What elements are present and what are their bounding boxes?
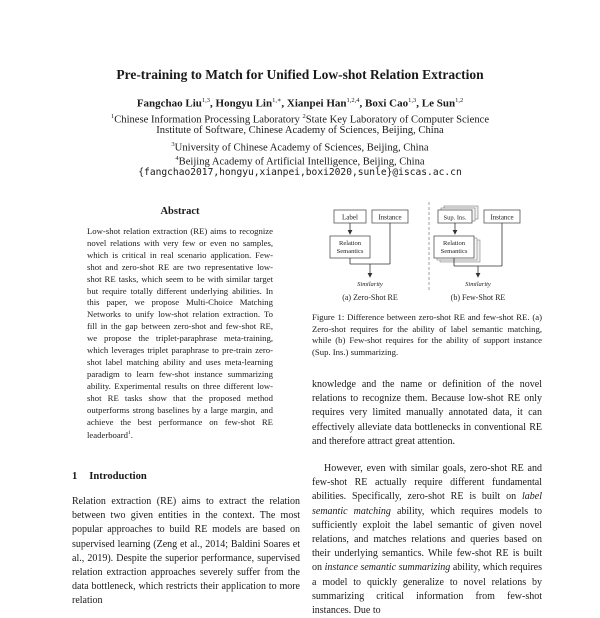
zero-shot-panel <box>330 210 408 302</box>
author-list: Fangchao Liu$^{1,3}$, Hongyu Lin$^{1,∗}$, Xianpei Han$^{1,2,4}$, Boxi Cao$^{1,3}$, Le Sun$^{1,2}$ <box>136 97 464 110</box>
affil-mark: 2 <box>302 113 306 120</box>
author: Hongyu Lin <box>215 97 273 110</box>
abstract-end: . <box>130 430 133 441</box>
author: Xianpei Han <box>286 97 347 110</box>
abstract-body <box>87 226 273 442</box>
few-shot-panel <box>434 206 520 302</box>
similarity-label: Similarity <box>357 281 383 288</box>
affiliation: University of Chinese Academy of Sciences, Beijing, China <box>174 142 429 154</box>
emphasis-term: label semantic matching <box>312 491 542 517</box>
author-affil-mark: 1,3 <box>201 97 211 104</box>
body-paragraph <box>312 462 542 618</box>
body-text: ability, which requires a model to quickly generalize to novel relations by summarizing critical information from few-shot instances. Due to <box>312 562 543 617</box>
section-number: 1 <box>72 471 78 482</box>
author-affil-mark: 1,2 <box>455 97 464 104</box>
relation-semantics-text: Semantics <box>440 248 468 255</box>
affiliation: Chinese Information Processing Laboratory <box>114 114 300 126</box>
body-paragraph: knowledge and the name or definition of the novel relations to recognize them. Because low-shot RE only requires very limited manually annotated data, it can effectively alleviate data bottlenecks in conventional RE and therefore attract great attention. <box>312 379 542 447</box>
author-affil-mark: 1,2,4 <box>346 97 360 104</box>
affil-mark: 3 <box>171 141 175 148</box>
affiliation-line: Institute of Software, Chinese Academy of Sciences, Beijing, China <box>156 125 444 136</box>
instance-box-text: Instance <box>378 213 402 222</box>
affil-mark: 1 <box>110 113 115 120</box>
support-instance-text: Sup. Ins. <box>443 214 467 222</box>
instance-box-text: Instance <box>490 213 514 222</box>
affiliation: State Key Laboratory of Computer Science <box>305 114 490 126</box>
intro-paragraph: Relation extraction (RE) aims to extract the relation between two given entities in the context. The most popular approaches to build RE models are based on supervised learning (Zeng et al., 2014; Baldini Soares et al., 2019). Despite the superior performance, supervised relation extraction approaches severely suffer from the data bottleneck, which restricts their application to more relation <box>72 496 300 607</box>
emphasis-term: instance semantic summarizing <box>324 562 451 574</box>
figure-1-diagram <box>316 200 542 310</box>
similarity-label: Similarity <box>465 281 491 288</box>
author-emails: {fangchao2017,hongyu,xianpei,boxi2020,sunle}@iscas.ac.cn <box>138 167 462 178</box>
section-heading <box>72 471 147 482</box>
section-title: Introduction <box>89 471 147 482</box>
author: Le Sun <box>421 97 456 110</box>
abstract-text: Low-shot relation extraction (RE) aims to recognize novel relations with very few or even no samples, which is critical in real scenario application. Few-shot and zero-shot RE are two representative low-shot RE tasks, which seem to be with similar target but require totally different underlying abilities. In this paper, we propose Multi-Choice Matching Networks to unify low-shot relation extraction. To fill in the gap between zero-shot and few-shot RE, we propose the triplet-paraphrase meta-training, which leverages triplet paraphrase to pre-train zero-shot label matching ability and uses meta-learning paradigm to learn few-shot instance summarizing ability. Experimental results on three different low-shot RE tasks show that the proposed method outperforms strong baselines by a large margin, and achieve the best performance on few-shot RE leaderboard <box>87 226 273 441</box>
author-affil-mark: 1,3 <box>408 97 417 104</box>
footnote-mark: 1 <box>128 430 131 437</box>
relation-semantics-text: Relation <box>338 240 362 247</box>
author: Boxi Cao <box>365 97 409 110</box>
affiliation: Beijing Academy of Artificial Intelligence, Beijing, China <box>178 156 425 168</box>
author: Fangchao Liu <box>136 97 202 110</box>
relation-semantics-text: Relation <box>442 240 466 247</box>
subfigure-caption: (b) Few-Shot RE <box>450 293 506 302</box>
relation-semantics-text: Semantics <box>336 248 364 255</box>
figure-caption: Figure 1: Difference between zero-shot RE and few-shot RE. (a) Zero-shot requires for the ability of label semantic matching, while (b) Few-shot requires for the ability of support instance (Sup. Ins.) summarizing. <box>312 312 542 357</box>
body-text: ability, which requires models to sufficiently exploit the label semantic of given novel relations, and matches relations and queries based on their underlying semantics. While few-shot RE is built on <box>312 505 543 574</box>
body-text: However, even with similar goals, zero-shot RE and few-shot RE actually require different fundamental abilities. Specifically, zero-shot RE is built on <box>312 463 542 503</box>
paper-title: Pre-training to Match for Unified Low-shot Relation Extraction <box>116 67 484 82</box>
label-box-text: Label <box>342 213 358 222</box>
abstract-heading: Abstract <box>160 206 200 217</box>
author-affil-mark: 1,∗ <box>272 97 282 104</box>
affil-mark: 4 <box>175 155 179 162</box>
subfigure-caption: (a) Zero-Shot RE <box>342 293 398 302</box>
